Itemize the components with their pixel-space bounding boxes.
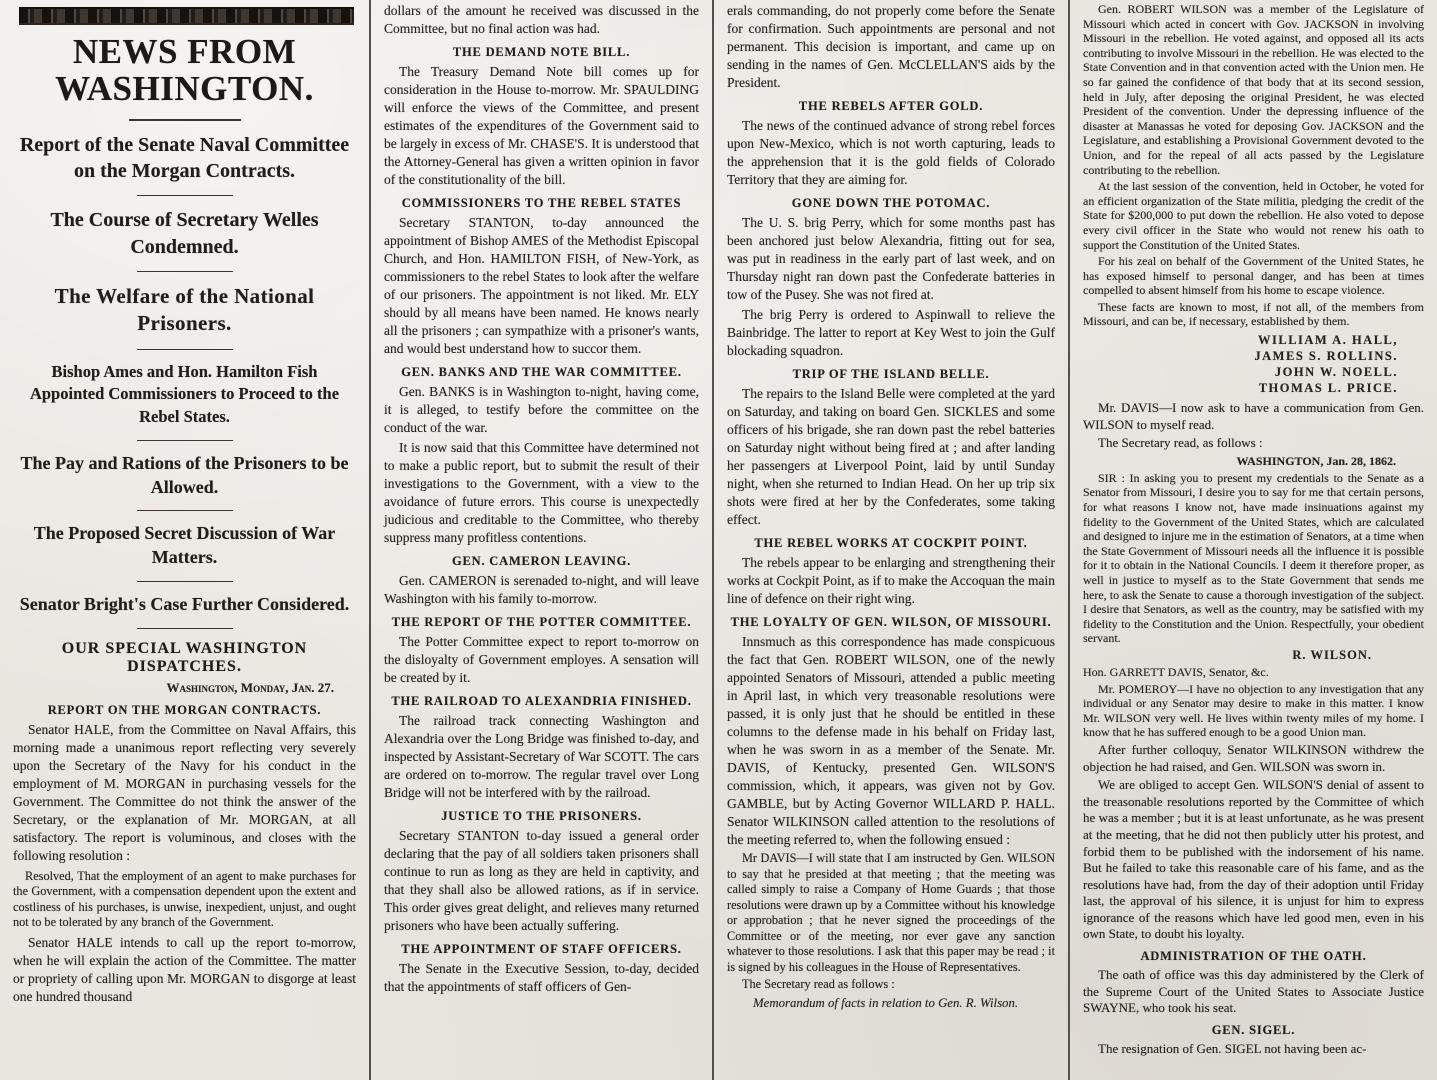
article-paragraph: The brig Perry is ordered to Aspinwall to relieve the Bainbridge. The latter to report at Key West to join the Gulf blockading squadron. <box>727 307 1055 358</box>
masthead-title: NEWS FROM WASHINGTON. <box>55 32 314 108</box>
article-subhead: THE RAILROAD TO ALEXANDRIA FINISHED. <box>391 694 692 708</box>
article-subhead: GEN. SIGEL. <box>1211 1022 1296 1037</box>
headline-senator-bright: Senator Bright's Case Further Considered. <box>19 593 350 614</box>
signature-line: THOMAS L. PRICE. <box>1258 381 1398 396</box>
article-paragraph: Senator HALE, from the Committee on Naval Affairs, this morning made a unanimous report reflecting very severely upon the Secretary of the Navy for his conduct in the employment of M. MORGAN in purchasing vessels for the Government. The Committee do not think the answer of the Secretary, or the explanation of Mr. MORGAN, at all satisfactory. The report is voluminous, and closes with the following resolution : <box>13 721 356 863</box>
dateline: Washington, Monday, Jan. 27. <box>166 679 334 695</box>
article-subhead: JUSTICE TO THE PRISONERS. <box>441 809 642 823</box>
article-paragraph: Gen. CAMERON is serenaded to-night, and will leave Washington with his family to-morrow. <box>384 573 699 606</box>
article-paragraph: It is now said that this Committee have determined not to make a public report, but to submit the result of their investigations to the Government, with a view to the avoidance of future errors. This course is unexpectedly judicious and creditable to the Committee, who thereby suppress many profitless contentions. <box>384 440 699 545</box>
article-paragraph: The Treasury Demand Note bill comes up for consideration in the House to-morrow. Mr. SPAULDING will enforce the views of the Committee, and present estimates of the expenditures of the Government said to be largely in excess of Mr. CHASE'S. It is understood that the Attorney-General has given a written opinion in favor of the constitutionality of the bill. <box>384 64 699 187</box>
article-subhead: COMMISSIONERS TO THE REBEL STATES <box>401 196 682 210</box>
column-1 <box>0 0 369 1080</box>
article-paragraph: Secretary STANTON, to-day announced the appointment of Bishop AMES of the Methodist Episcopal Church, and Hon. HAMILTON FISH, of New-York, as commissioners to the rebel States to look after the welfare of our prisoners. The appointment is not liked. Mr. ELY should by all means have been named. He knows nearly all the prisoners ; can sympathize with a prisoner's wants, and would best understand how to succor them. <box>384 215 699 356</box>
divider-rule <box>137 628 233 629</box>
article-paragraph: After further colloquy, Senator WILKINSON withdrew the objection he had raised, and Gen. WILSON was sworn in. <box>1083 741 1424 774</box>
article-subhead: REPORT ON THE MORGAN CONTRACTS. <box>47 702 322 717</box>
memorandum-title: Memorandum of facts in relation to Gen. R. Wilson. <box>753 995 1019 1010</box>
headline-secretary-welles: The Course of Secretary Welles Condemned. <box>50 209 319 258</box>
article-paragraph: Senator HALE intends to call up the report to-morrow, when he will explain the action of the Committee. The matter or propriety of calling upon Mr. MORGAN to disgorge at least one hundred thousand <box>13 934 356 1004</box>
article-subhead: TRIP OF THE ISLAND BELLE. <box>792 367 990 381</box>
headline-commissioners: Bishop Ames and Hon. Hamilton Fish Appointed Commissioners to Proceed to the Rebel States. <box>29 361 340 427</box>
divider-rule <box>129 119 241 121</box>
article-paragraph: Secretary STANTON to-day issued a general order declaring that the pay of all soldiers taken prisoners shall continue to run as long as they are held in captivity, and that they shall also be allowed rations, as if in service. This order gives great delight, and relieves many returned prisoners who have been actually suffering. <box>384 828 699 933</box>
speech-paragraph: Mr. DAVIS—I now ask to have a communication from Gen. WILSON to myself read. <box>1083 400 1424 432</box>
article-paragraph: dollars of the amount he received was discussed in the Committee, but no final action was had. <box>384 3 699 36</box>
article-paragraph: The U. S. brig Perry, which for some months past has been anchored just below Alexandria, fitting out for sea, was put in readiness in the early part of last week, and on Thursday night ran down past the Confederate batteries in tow of the Pusey. She was not fired at. <box>727 215 1055 302</box>
article-subhead: THE APPOINTMENT OF STAFF OFFICERS. <box>401 942 682 956</box>
article-paragraph: Innsmuch as this correspondence has made conspicuous the fact that Gen. ROBERT WILSON, one of the newly appointed Senators of Missouri, attended a public meeting in April last, in which very treasonable resolutions were passed, it is only just that he should be entitled in these columns to the defense made in his behalf on Friday last, when he was sworn in as a member of the Senate. Mr. DAVIS, of Kentucky, presented Gen. WILSON'S commission, which, it appears, was given not by Gov. GAMBLE, but by Acting Governor WILLARD P. HALL. Senator WILKINSON called attention to the resolutions of the meeting referred to, when the following ensued : <box>727 634 1055 847</box>
speech-paragraph: Mr DAVIS—I will state that I am instructed by Gen. WILSON to say that he presided at that meeting ; that the meeting was called simply to raise a Company of Home Guards ; that those resolutions were drawn up by a Committee without his knowledge or approbation ; that he never signed the proceedings of the Committee or of the meeting, nor ever gave any sanction whatever to those resolutions. I ask that this paper may be read ; it is signed by his colleagues in the House of Representatives. <box>727 851 1055 974</box>
signature-line: WILLIAM A. HALL, <box>1258 333 1398 348</box>
article-subhead: THE REBEL WORKS AT COCKPIT POINT. <box>754 536 1028 550</box>
article-paragraph: The resignation of Gen. SIGEL not having been ac- <box>1098 1040 1367 1056</box>
article-subhead: THE DEMAND NOTE BILL. <box>452 45 631 59</box>
article-paragraph: Gen. BANKS is in Washington to-night, having come, it is alleged, to testify before the committee on the conduct of the war. <box>384 384 699 435</box>
divider-rule <box>137 271 233 272</box>
speech-paragraph: Mr. POMEROY—I have no objection to any investigation that any individual or any Senator may desire to make in this matter. I know Mr. WILSON very well. He lives within twenty miles of my home. I know that he has suffered enough to be a good Union man. <box>1083 681 1424 740</box>
memorandum-paragraph: For his zeal on behalf of the Government of the United States, he has exposed himself to personal danger, and has been at times compelled to absent himself from his home to escape violence. <box>1083 254 1424 298</box>
article-subhead: ADMINISTRATION OF THE OATH. <box>1140 949 1367 964</box>
article-paragraph: The news of the continued advance of strong rebel forces upon New-Mexico, which is not worth capturing, leads to the apprehension that it is the gold fields of Colorado Territory that they are aiming for. <box>727 118 1055 187</box>
headline-national-prisoners: The Welfare of the National Prisoners. <box>54 284 315 336</box>
divider-rule <box>137 195 233 196</box>
article-paragraph: The repairs to the Island Belle were completed at the yard on Saturday, and taking on board Gen. SICKLES and some officers of his brigade, she ran down past the rebel batteries on Saturday night without being fired at ; and after landing her passengers at Liverpool Point, laid by until Sunday night, when she returned to Indian Head. On her up trip six shots were fired at her by the Confederates, some taking effect. <box>727 386 1055 527</box>
article-paragraph: The Senate in the Executive Session, to-day, decided that the appointments of staff officers of Gen- <box>384 961 699 994</box>
signature-block <box>1083 332 1398 396</box>
decorative-band <box>19 7 354 25</box>
letter-dateline: WASHINGTON, Jan. 28, 1862. <box>1236 453 1396 468</box>
headline-pay-rations: The Pay and Rations of the Prisoners to be Allowed. <box>20 452 349 497</box>
article-paragraph: We are obliged to accept Gen. WILSON'S denial of assent to the treasonable resolutions reported by the Committee of which he was a member ; but it is at least unfortunate, as he was present at the meeting, that he did not then publicly utter his protest, and forbid them to be published with the indorsement of his name. But he failed to take this reasonable care of his fame, and as the resolutions have had, from the day of their adoption until Friday last, the approval of his silence, it is unjust for him to express ignorance of the reasons which have led good men, even in his own State, to doubt his loyalty. <box>1083 777 1424 942</box>
article-subhead: THE REBELS AFTER GOLD. <box>798 99 984 113</box>
signature-line: JOHN W. NOELL. <box>1274 365 1398 380</box>
headline-morgan-contracts: Report of the Senate Naval Committee on the Morgan Contracts. <box>19 133 350 182</box>
memorandum-paragraph: At the last session of the convention, held in October, he voted for an efficient organization of the State militia, pledging the credit of the State for $200,000 to put down the rebellion. He also voted to depose every civil officer in the State who would not renew his oath to support the Constitution of the United States. <box>1083 179 1424 252</box>
article-paragraph: The Potter Committee expect to report to-morrow on the disloyalty of Government employes. A sensation will be created by it. <box>384 634 699 685</box>
letter-signature: R. WILSON. <box>1292 647 1372 662</box>
column-4 <box>1068 0 1437 1080</box>
headline-secret-discussion: The Proposed Secret Discussion of War Matters. <box>33 523 336 568</box>
signature-line: JAMES S. ROLLINS. <box>1254 349 1398 364</box>
article-paragraph: The oath of office was this day administered by the Clerk of the Supreme Court of the United States to Associate Justice SWAYNE, who took his seat. <box>1083 967 1424 1016</box>
divider-rule <box>137 510 233 511</box>
article-subhead: GEN. BANKS AND THE WAR COMMITTEE. <box>401 365 682 379</box>
article-paragraph: The railroad track connecting Washington and Alexandria over the Long Bridge was finished to-day, and inspected by Assistant-Secretary of War SCOTT. The cars are ordered on to-morrow. The regular travel over Long Bridge will not be interfered with by the railroad. <box>384 713 699 800</box>
letter-addressee: Hon. GARRETT DAVIS, Senator, &c. <box>1083 664 1269 679</box>
column-2 <box>369 0 712 1080</box>
column-3 <box>712 0 1068 1080</box>
article-subhead: GONE DOWN THE POTOMAC. <box>791 196 991 210</box>
article-subhead: GEN. CAMERON LEAVING. <box>451 554 632 568</box>
divider-rule <box>137 440 233 441</box>
article-paragraph: The rebels appear to be enlarging and strengthening their works at Cockpit Point, as if to make the Accoquan the main line of defence on their right wing. <box>727 555 1055 606</box>
divider-rule <box>137 581 233 582</box>
section-heading: OUR SPECIAL WASHINGTON DISPATCHES. <box>61 639 308 675</box>
article-paragraph: erals commanding, do not properly come before the Senate for confirmation. Such appointments are personal and not permanent. This decision is important, and came up on sending in the names of Gen. McCLELLAN'S aids by the President. <box>727 3 1055 90</box>
article-paragraph: The Secretary read as follows : <box>742 977 895 991</box>
resolution-paragraph: Resolved, That the employment of an agent to make purchases for the Government, with a compensation dependent upon the extent and costliness of his purchases, is unwise, inexpedient, unjust, and ought not to be tolerated by any branch of the Government. <box>13 868 356 930</box>
article-subhead: THE REPORT OF THE POTTER COMMITTEE. <box>391 615 692 629</box>
memorandum-paragraph: Gen. ROBERT WILSON was a member of the Legislature of Missouri which acted in concert with Gov. JACKSON in involving Missouri in the rebellion. He voted against, and opposed all its acts contributing to involve Missouri in the rebellion. He was elected to the State Convention and in that convention acted with the Union men. He so far gained the confidence of that body that at its second session, held in July, after deposing the original President, he was elected President of the convention. Under the depressing influence of the disaster at Manassas he voted for deposing Gov. JACKSON and the Legislature, and establishing a Provisional Government devoted to the Union, and for the repeal of all acts passed by the Legislature contributing to the rebellion. <box>1083 2 1424 177</box>
memorandum-paragraph: These facts are known to most, if not all, of the members from Missouri, and can be, if necessary, established by them. <box>1083 299 1424 329</box>
divider-rule <box>137 349 233 350</box>
letter-paragraph: SIR : In asking you to present my credentials to the Senate as a Senator from Missouri, I desire you to say for me that certain persons, for what reasons I know not, have made insinuations against my fidelity to the Government of the United States, which are calculated and designed to injure me in the estimation of Senators, at a time when the State Government of Missouri needs all the influence it is possible for it to obtain in the National Councils. I deem it therefore proper, as well in justice to myself as to the State Government that sends me here, to ask the Senate to cause a thorough investigation of the subject. I desire that Senators, as well as the country, may be satisfied with my fidelity to the Constitution and the Union. Respectfully, your obedient servant. <box>1083 470 1424 646</box>
article-paragraph: The Secretary read, as follows : <box>1098 435 1263 451</box>
article-subhead: THE LOYALTY OF GEN. WILSON, OF MISSOURI. <box>730 615 1052 629</box>
